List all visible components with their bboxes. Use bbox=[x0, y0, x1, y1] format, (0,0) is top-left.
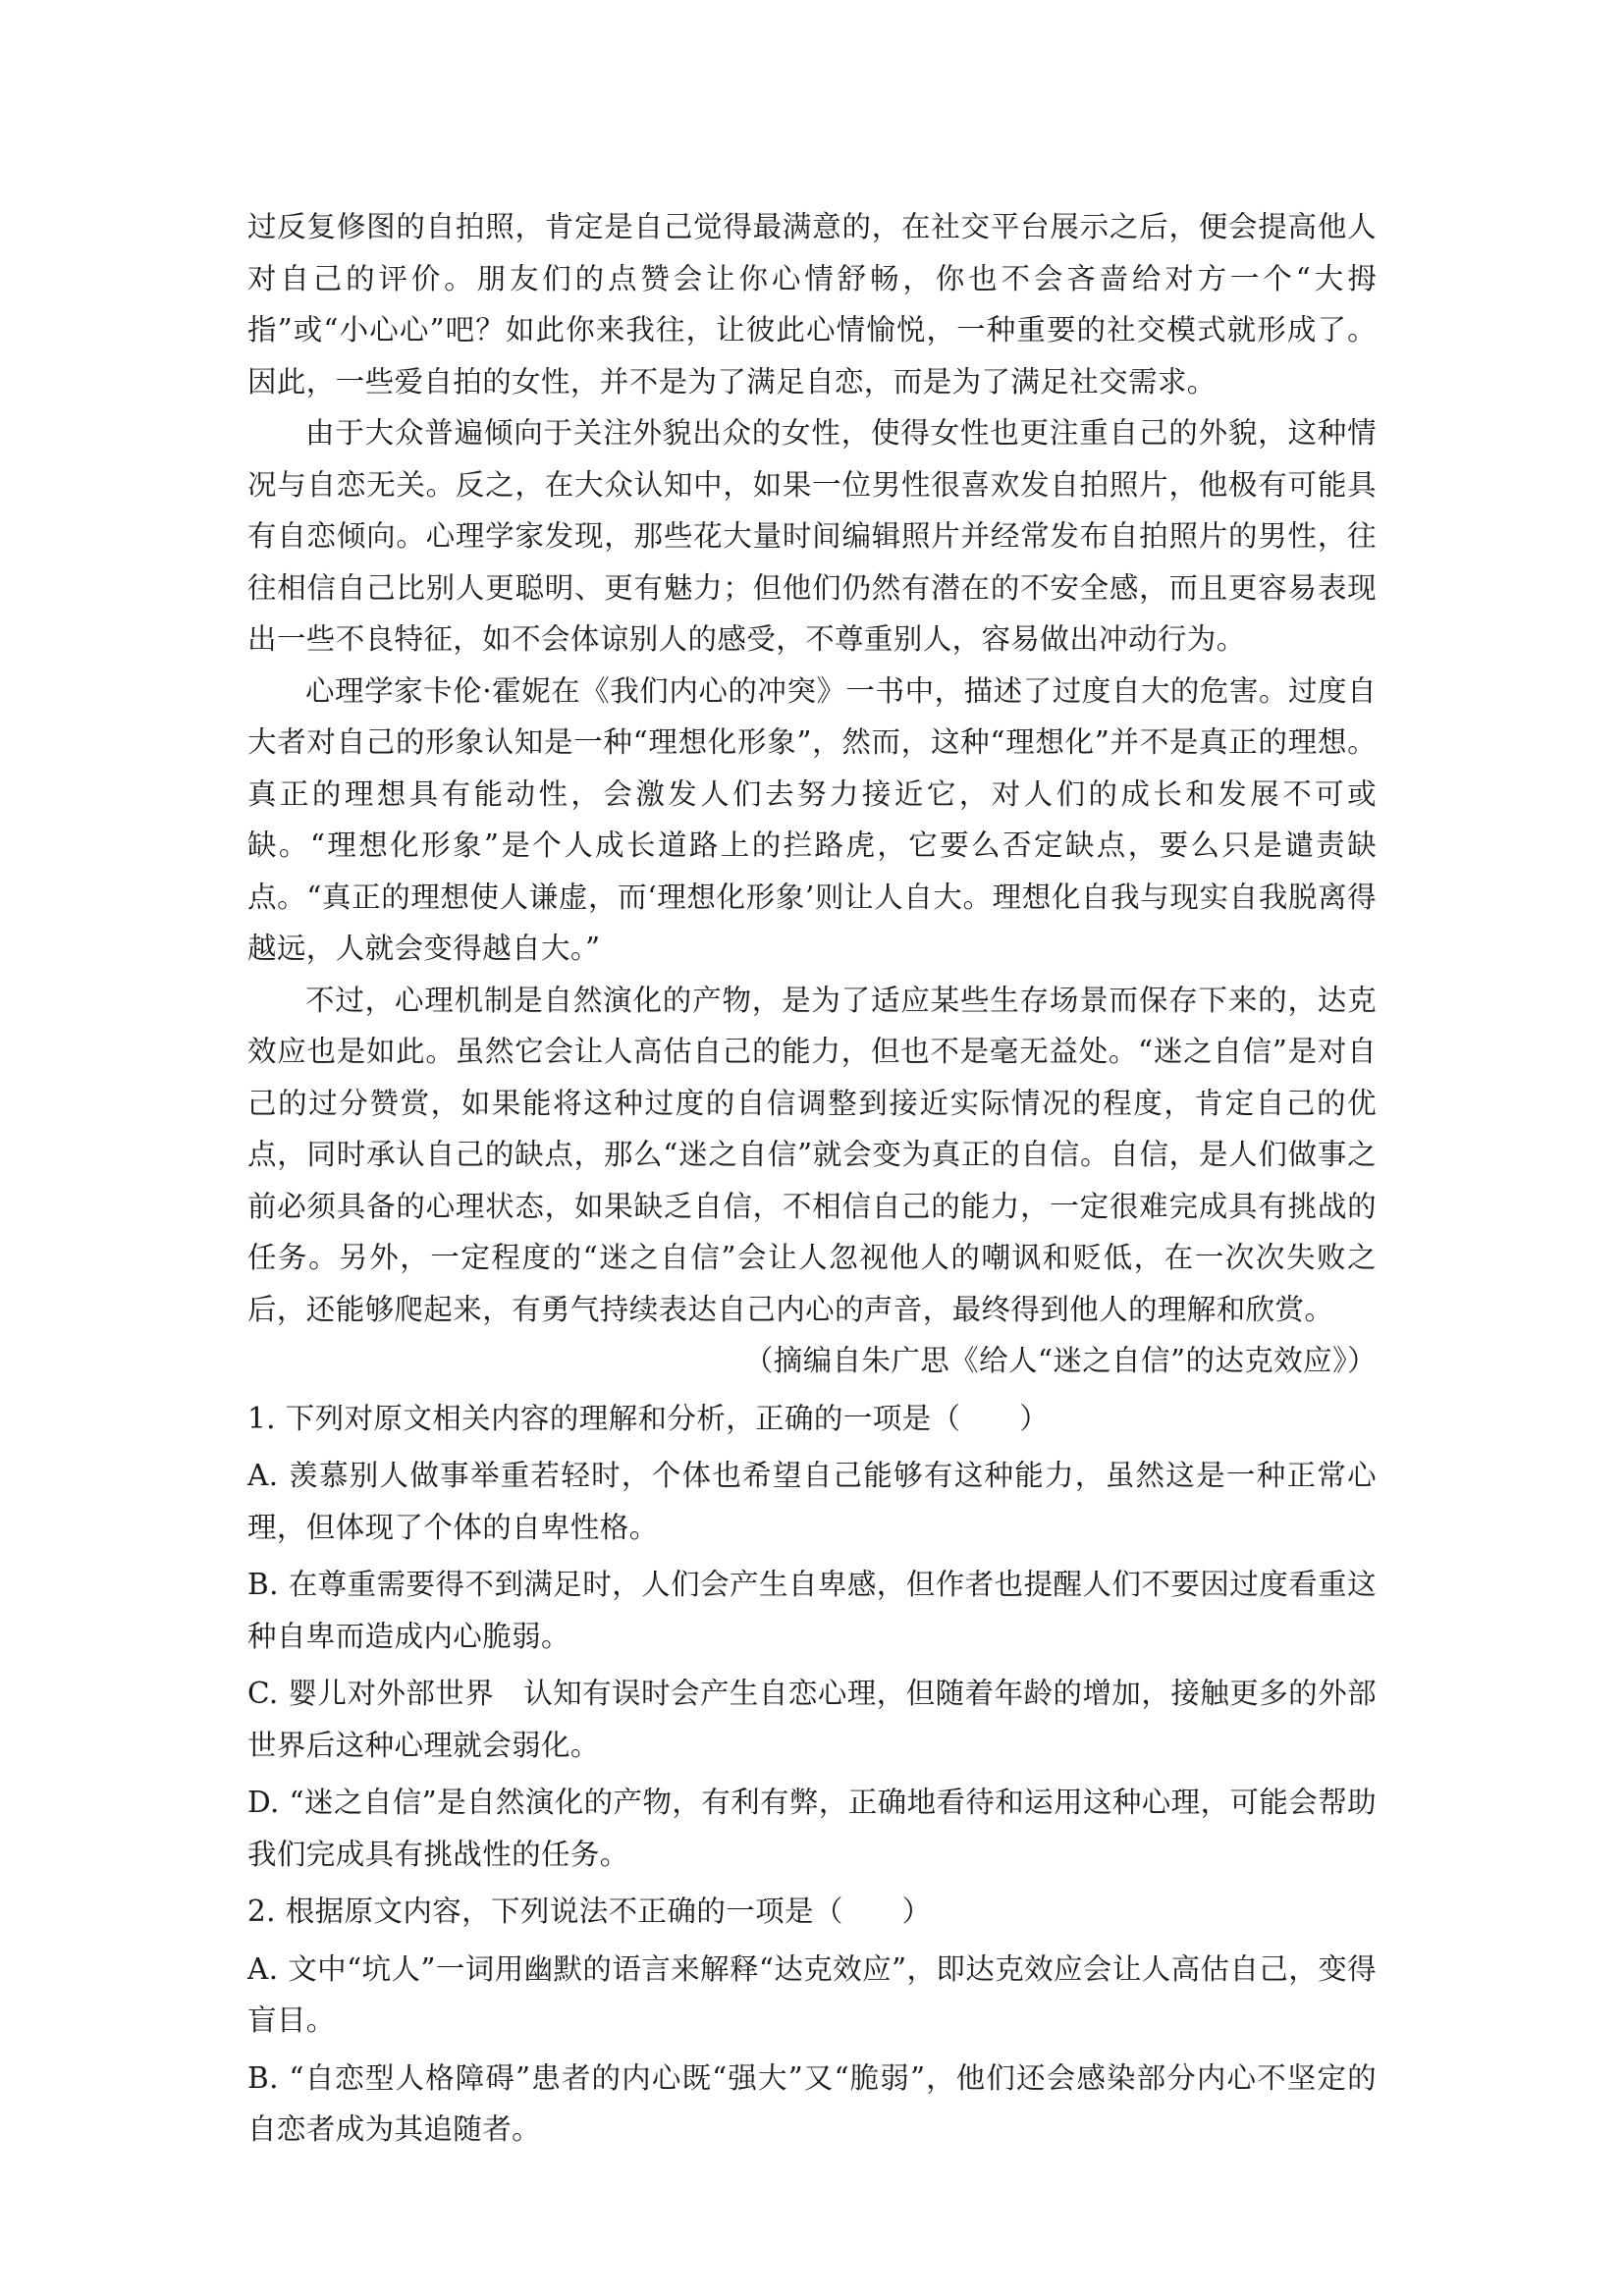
question-option: A. 羡慕别人做事举重若轻时，个体也希望自己能够有这种能力，虽然这是一种正常心理，但体现了个体的自卑性格。 bbox=[247, 1459, 1377, 1544]
question-option: D. “迷之自信”是自然演化的产物，有利有弊，正确地看待和运用这种心理，可能会帮助我们完成具有挑战性的任务。 bbox=[247, 1786, 1377, 1871]
document-page bbox=[247, 201, 1377, 2156]
question-option: B. 在尊重需要得不到满足时，人们会产生自卑感，但作者也提醒人们不要因过度看重这种自卑而造成内心脆弱。 bbox=[247, 1568, 1377, 1653]
question-option: A. 文中“坑人”一词用幽默的语言来解释“达克效应”，即达克效应会让人高估自己，变得盲目。 bbox=[247, 1951, 1377, 2037]
article-paragraph: 心理学家卡伦·霍妮在《我们内心的冲突》一书中，描述了过度自大的危害。过度自大者对自己的形象认知是一种“理想化形象”，然而，这种“理想化”并不是真正的理想。真正的理想具有能动性，会激发人们去努力接近它，对人们的成长和发展不可或缺。“理想化形象”是个人成长道路上的拦路虎，它要么否定缺点，要么只是谴责缺点。“真正的理想使人谦虚，而‘理想化形象’则让人自大。理想化自我与现实自我脱离得越远，人就会变得越自大。” bbox=[247, 673, 1377, 965]
question-option: C. 婴儿对外部世界 认知有误时会产生自恋心理，但随着年龄的增加，接触更多的外部世界后这种心理就会弱化。 bbox=[247, 1677, 1377, 1762]
article-source: （摘编自朱广思《给人“迷之自信”的达克效应》） bbox=[743, 1344, 1377, 1377]
question-option: B. “自恋型人格障碍”患者的内心既“强大”又“脆弱”，他们还会感染部分内心不坚定的自恋者成为其追随者。 bbox=[247, 2060, 1377, 2146]
article-paragraph: 不过，心理机制是自然演化的产物，是为了适应某些生存场景而保存下来的，达克效应也是如此。虽然它会让人高估自己的能力，但也不是毫无益处。“迷之自信”是对自己的过分赞赏，如果能将这种过度的自信调整到接近实际情况的程度，肯定自己的优点，同时承认自己的缺点，那么“迷之自信”就会变为真正的自信。自信，是人们做事之前必须具备的心理状态，如果缺乏自信，不相信自己的能力，一定很难完成具有挑战的任务。另外，一定程度的“迷之自信”会让人忽视他人的嘲讽和贬低，在一次次失败之后，还能够爬起来，有勇气持续表达自己内心的声音，最终得到他人的理解和欣赏。 bbox=[247, 983, 1377, 1326]
question-stem: 2. 根据原文内容，下列说法不正确的一项是（ ） bbox=[247, 1895, 932, 1928]
question-stem: 1. 下列对原文相关内容的理解和分析，正确的一项是（ ） bbox=[247, 1401, 1050, 1435]
article-paragraph: 过反复修图的自拍照，肯定是自己觉得最满意的，在社交平台展示之后，便会提高他人对自己的评价。朋友们的点赞会让你心情舒畅，你也不会吝啬给对方一个“大拇指”或“小心心”吧？如此你来我往，让彼此心情愉悦，一种重要的社交模式就形成了。因此，一些爱自拍的女性，并不是为了满足自恋，而是为了满足社交需求。 bbox=[247, 210, 1377, 399]
article-paragraph: 由于大众普遍倾向于关注外貌出众的女性，使得女性也更注重自己的外貌，这种情况与自恋无关。反之，在大众认知中，如果一位男性很喜欢发自拍照片，他极有可能具有自恋倾向。心理学家发现，那些花大量时间编辑照片并经常发布自拍照片的男性，往往相信自己比别人更聪明、更有魅力；但他们仍然有潜在的不安全感，而且更容易表现出一些不良特征，如不会体谅别人的感受，不尊重别人，容易做出冲动行为。 bbox=[247, 416, 1377, 656]
